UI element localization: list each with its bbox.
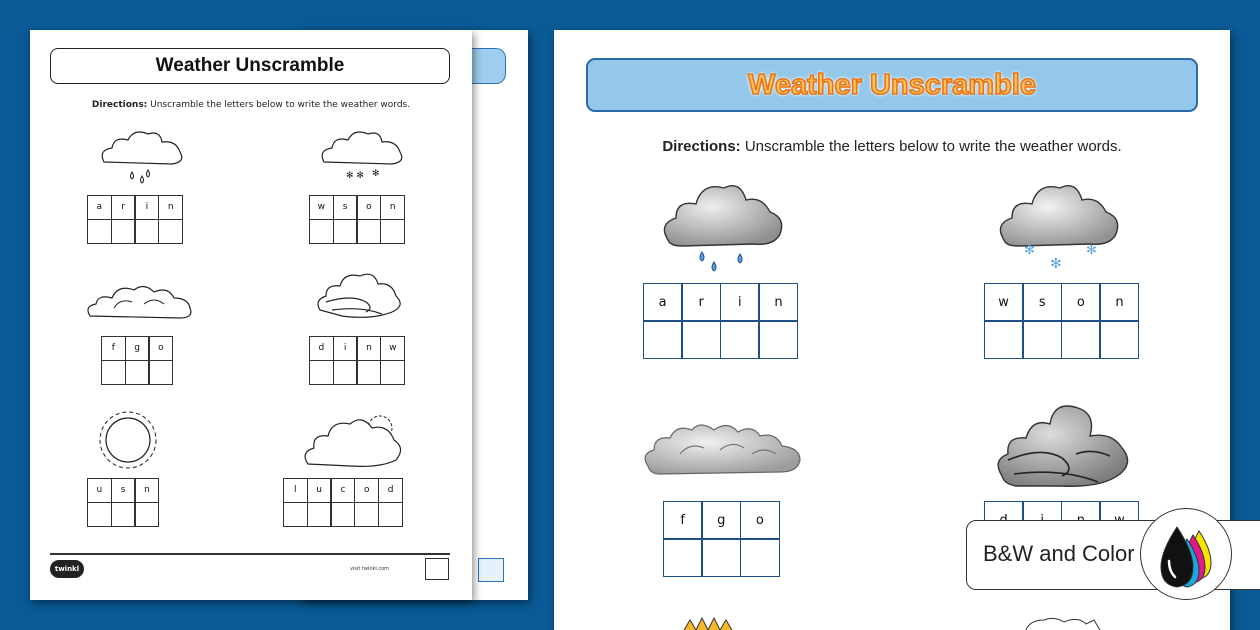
answer-cell[interactable] bbox=[101, 360, 126, 385]
answer-cell[interactable] bbox=[333, 219, 358, 244]
answer-cell[interactable] bbox=[125, 360, 150, 385]
letter-cell: r bbox=[111, 195, 136, 220]
letter-cell: n bbox=[158, 195, 183, 220]
letter-cell: a bbox=[643, 283, 683, 322]
bw-snow-letters bbox=[310, 196, 405, 244]
letter-cell: n bbox=[758, 283, 798, 322]
letter-cell: o bbox=[1061, 283, 1101, 322]
letter-cell: w bbox=[984, 283, 1024, 322]
answer-cell[interactable] bbox=[1061, 320, 1101, 359]
answer-cell[interactable] bbox=[330, 502, 355, 527]
answer-cell[interactable] bbox=[681, 320, 721, 359]
footer-url: visit twinkl.com bbox=[350, 566, 390, 572]
badge-label: B&W and Color bbox=[983, 541, 1135, 566]
bw-fog-cloud-icon bbox=[84, 276, 196, 328]
answer-cell[interactable] bbox=[378, 502, 403, 527]
answer-cell[interactable] bbox=[111, 502, 136, 527]
answer-cell[interactable] bbox=[148, 360, 173, 385]
answer-cell[interactable] bbox=[380, 219, 405, 244]
bw-title: Weather Unscramble bbox=[50, 48, 450, 84]
bw-cloud-icon bbox=[300, 408, 410, 474]
bw-directions: Directions: Unscramble the letters below to write the weather words. bbox=[91, 100, 411, 110]
svg-text:✻: ✻ bbox=[1024, 243, 1035, 258]
letter-cell: o bbox=[740, 501, 780, 540]
letter-cell: w bbox=[309, 195, 334, 220]
color-directions: Directions: Unscramble the letters below to write the weather words. bbox=[662, 138, 1122, 155]
bw-wind-cloud-icon bbox=[312, 266, 408, 328]
svg-text:✻: ✻ bbox=[372, 169, 380, 179]
letter-cell: o bbox=[356, 195, 381, 220]
letter-cell: d bbox=[309, 336, 334, 361]
letter-cell: g bbox=[125, 336, 150, 361]
letter-cell: g bbox=[701, 501, 741, 540]
answer-cell[interactable] bbox=[333, 360, 358, 385]
color-wind-cloud-icon bbox=[992, 396, 1136, 506]
answer-cell[interactable] bbox=[1099, 320, 1139, 359]
letter-cell: f bbox=[663, 501, 703, 540]
color-fog-letters bbox=[664, 502, 780, 577]
letter-cell: a bbox=[87, 195, 112, 220]
answer-cell[interactable] bbox=[309, 219, 334, 244]
letter-cell: d bbox=[378, 478, 403, 503]
answer-cell[interactable] bbox=[354, 502, 379, 527]
color-sun-icon bbox=[680, 616, 740, 630]
answer-cell[interactable] bbox=[134, 502, 159, 527]
answer-cell[interactable] bbox=[134, 219, 159, 244]
letter-cell: l bbox=[283, 478, 308, 503]
color-title-band bbox=[586, 58, 1198, 112]
color-title: Weather Unscramble bbox=[748, 69, 1036, 101]
answer-cell[interactable] bbox=[87, 502, 112, 527]
letter-cell: i bbox=[333, 336, 358, 361]
bw-wind-letters bbox=[310, 337, 405, 385]
svg-text:✻ ✻: ✻ ✻ bbox=[346, 171, 364, 181]
letter-cell: f bbox=[101, 336, 126, 361]
letter-cell: c bbox=[330, 478, 355, 503]
letter-cell: i bbox=[134, 195, 159, 220]
ink-drops-icon bbox=[1140, 508, 1232, 600]
answer-cell[interactable] bbox=[663, 538, 703, 577]
footer-divider bbox=[50, 553, 450, 555]
letter-cell: s bbox=[333, 195, 358, 220]
letter-cell: n bbox=[134, 478, 159, 503]
letter-cell: w bbox=[380, 336, 405, 361]
answer-cell[interactable] bbox=[740, 538, 780, 577]
bw-worksheet bbox=[30, 30, 472, 600]
color-snow-letters bbox=[985, 284, 1139, 359]
color-cloud-icon bbox=[1024, 616, 1104, 630]
bw-sun-letters bbox=[88, 479, 159, 527]
answer-cell[interactable] bbox=[309, 360, 334, 385]
letter-cell: u bbox=[87, 478, 112, 503]
bw-snow-cloud-icon bbox=[316, 126, 408, 190]
letter-cell: u bbox=[307, 478, 332, 503]
letter-cell: o bbox=[354, 478, 379, 503]
letter-cell: o bbox=[148, 336, 173, 361]
answer-cell[interactable] bbox=[758, 320, 798, 359]
bw-fog-letters bbox=[102, 337, 173, 385]
answer-cell[interactable] bbox=[307, 502, 332, 527]
answer-cell[interactable] bbox=[643, 320, 683, 359]
letter-cell: s bbox=[1022, 283, 1062, 322]
svg-text:✻: ✻ bbox=[1086, 243, 1097, 258]
answer-cell[interactable] bbox=[283, 502, 308, 527]
back-footer-logo bbox=[478, 558, 504, 582]
answer-cell[interactable] bbox=[356, 360, 381, 385]
letter-cell: r bbox=[681, 283, 721, 322]
answer-cell[interactable] bbox=[111, 219, 136, 244]
bw-cloud-letters bbox=[284, 479, 403, 527]
letter-cell: n bbox=[1099, 283, 1139, 322]
answer-cell[interactable] bbox=[984, 320, 1024, 359]
answer-cell[interactable] bbox=[87, 219, 112, 244]
answer-cell[interactable] bbox=[356, 219, 381, 244]
letter-cell: i bbox=[720, 283, 760, 322]
color-rain-letters bbox=[644, 284, 798, 359]
color-fog-cloud-icon bbox=[640, 414, 810, 484]
answer-cell[interactable] bbox=[720, 320, 760, 359]
bw-rain-cloud-icon bbox=[96, 126, 186, 190]
letter-cell: s bbox=[111, 478, 136, 503]
footer-badge-logo bbox=[425, 558, 449, 580]
svg-text:✻: ✻ bbox=[1050, 256, 1062, 272]
color-snow-cloud-icon bbox=[994, 178, 1130, 274]
answer-cell[interactable] bbox=[1022, 320, 1062, 359]
answer-cell[interactable] bbox=[701, 538, 741, 577]
letter-cell: n bbox=[356, 336, 381, 361]
letter-cell: n bbox=[380, 195, 405, 220]
bw-rain-letters bbox=[88, 196, 183, 244]
color-rain-cloud-icon bbox=[658, 178, 790, 274]
answer-cell[interactable] bbox=[380, 360, 405, 385]
bw-sun-icon bbox=[94, 406, 162, 474]
twinkl-logo: twinkl bbox=[50, 560, 84, 578]
answer-cell[interactable] bbox=[158, 219, 183, 244]
